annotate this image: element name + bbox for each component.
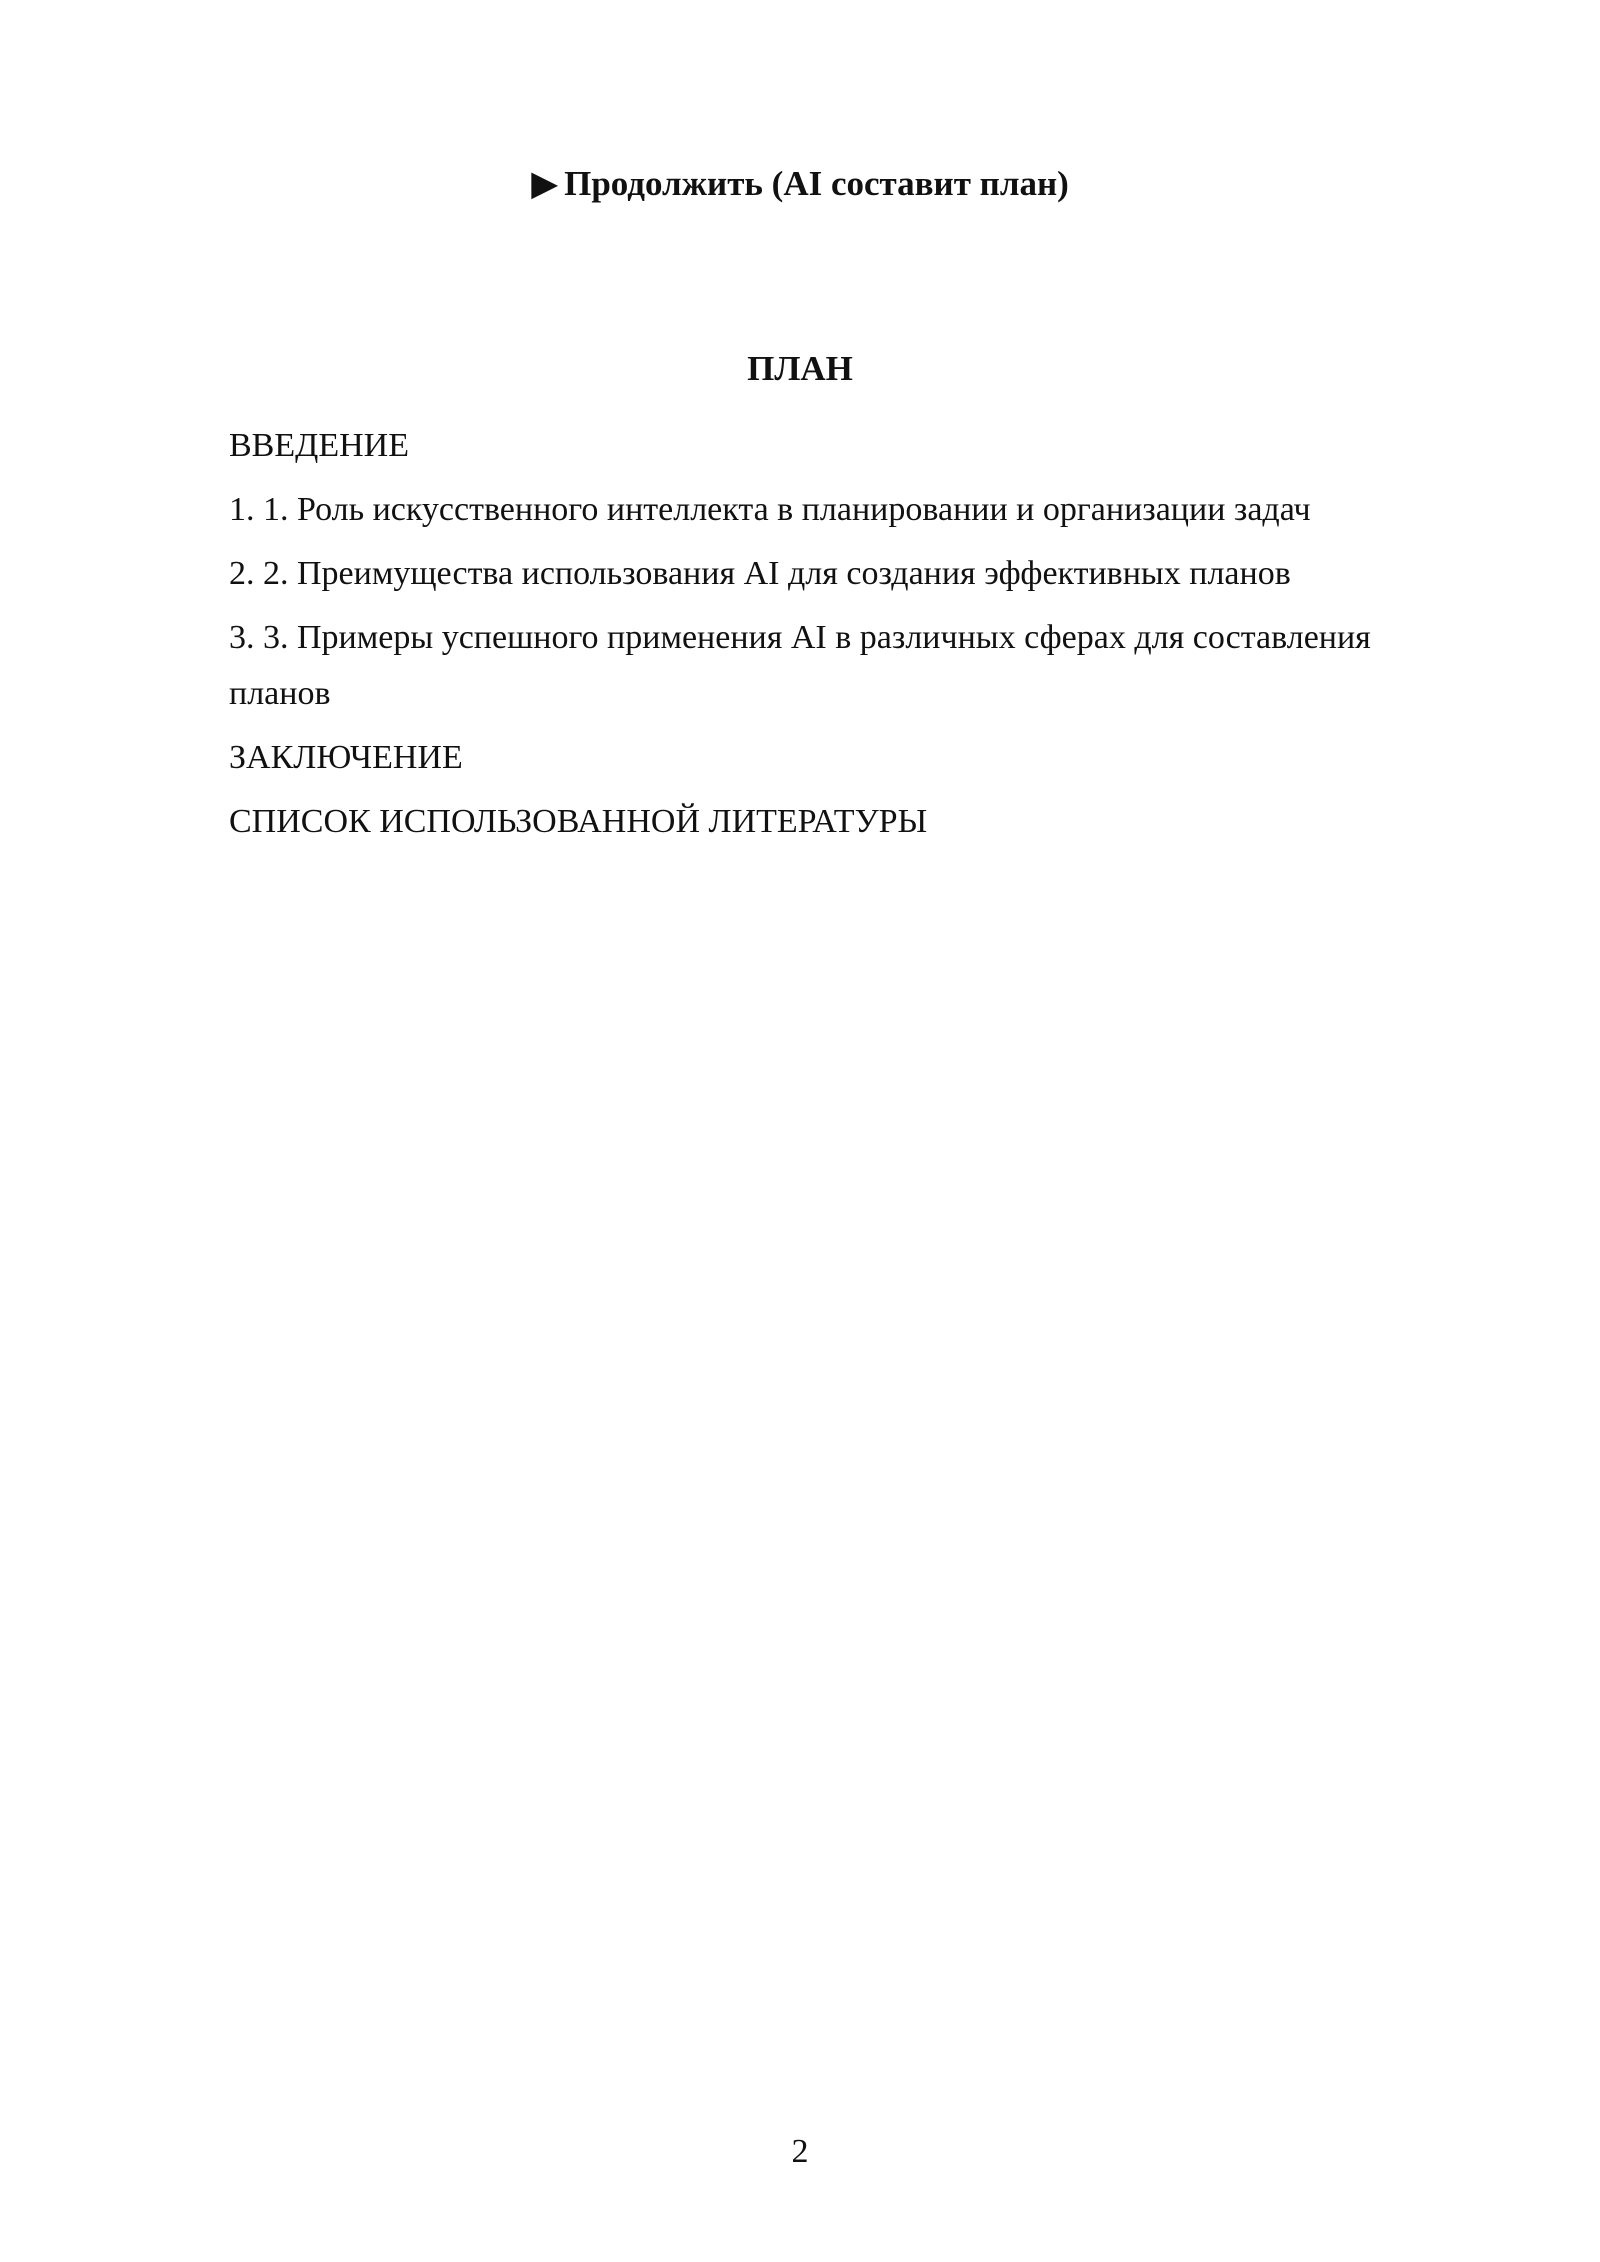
table-of-contents xyxy=(229,418,1459,858)
toc-item-references: СПИСОК ИСПОЛЬЗОВАННОЙ ЛИТЕРАТУРЫ xyxy=(229,803,928,840)
page-number: 2 xyxy=(791,2133,809,2170)
toc-item-chapter-1: 1. 1. Роль искусственного интеллекта в планировании и организации задач xyxy=(229,491,1311,528)
plan-title: ПЛАН xyxy=(747,349,853,388)
play-arrow-icon: ▶ xyxy=(531,164,559,203)
continue-plan-label: Продолжить (AI составит план) xyxy=(564,164,1069,203)
toc-item-introduction: ВВЕДЕНИЕ xyxy=(229,427,409,464)
toc-item-chapter-2: 2. 2. Преимущества использования AI для создания эффективных планов xyxy=(229,555,1291,592)
continue-plan-button[interactable] xyxy=(0,162,1600,206)
toc-item-conclusion: ЗАКЛЮЧЕНИЕ xyxy=(229,739,463,776)
toc-item-chapter-3: 3. 3. Примеры успешного применения AI в различных сферах для составления планов xyxy=(229,619,1371,712)
